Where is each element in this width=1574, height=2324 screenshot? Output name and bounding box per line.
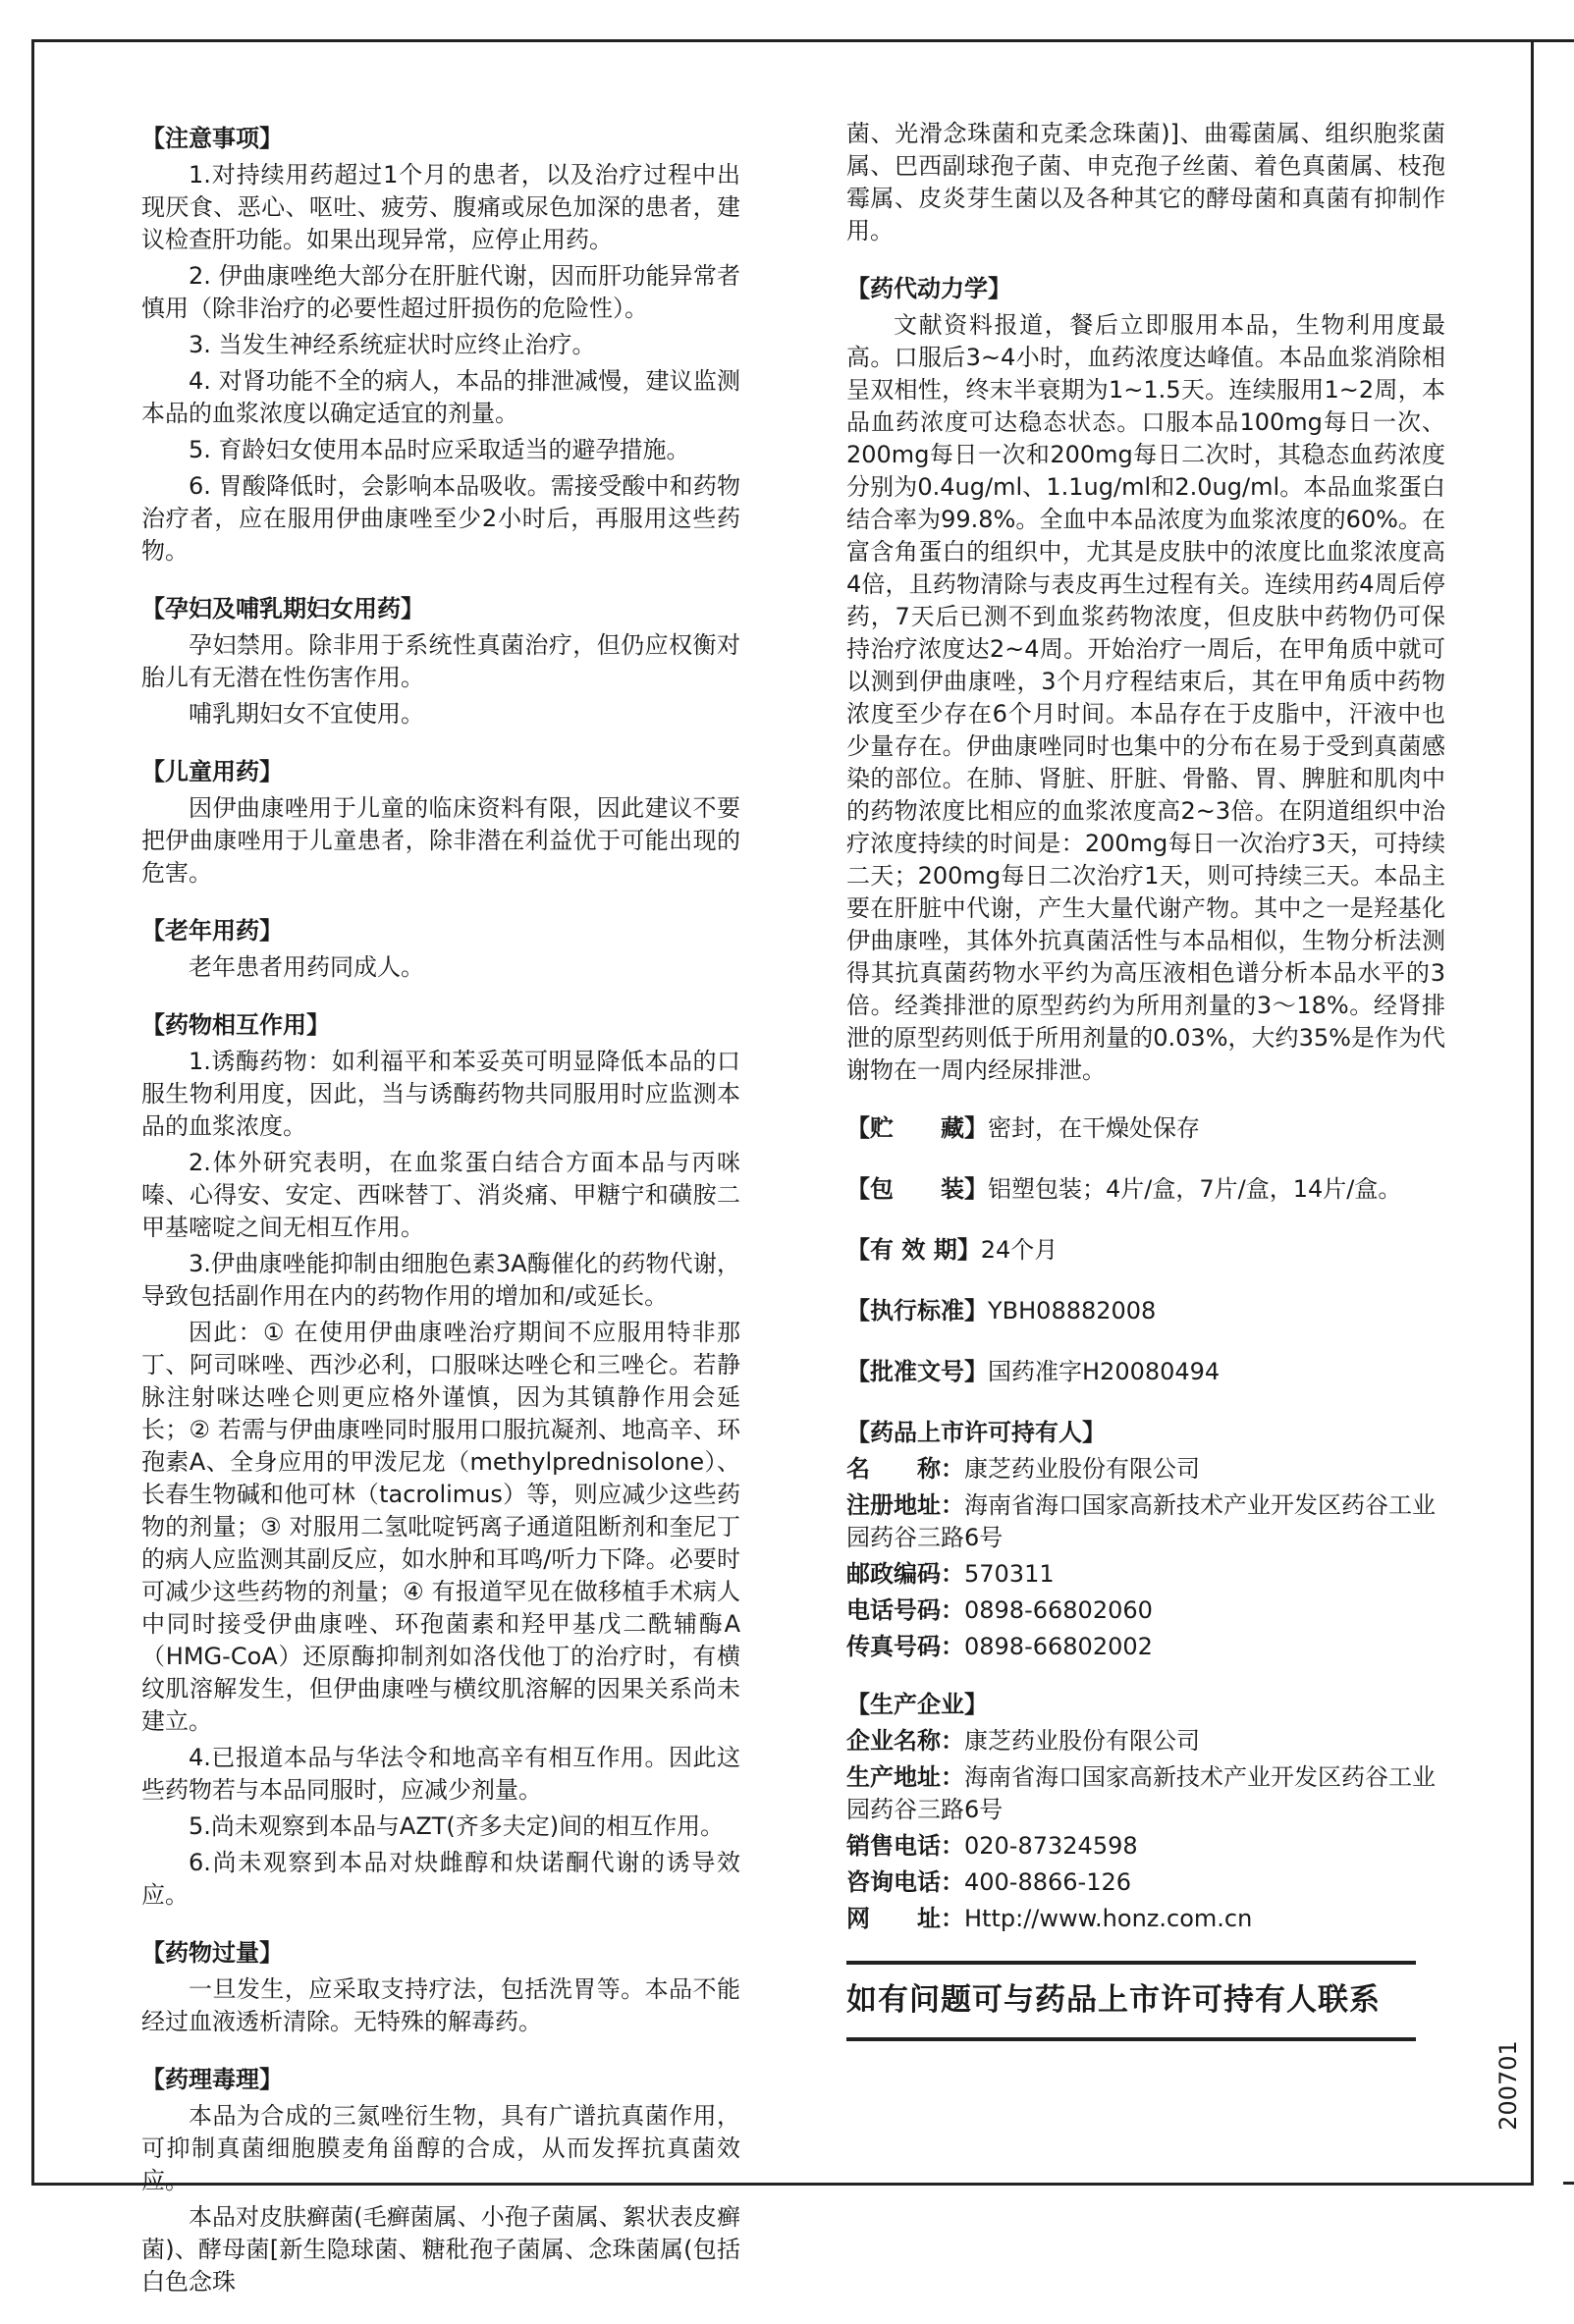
section-heading: 【老年用药】 [141,917,283,945]
spec-label: 【批准文号】 [846,1358,988,1385]
section-heading: 【注意事项】 [141,125,283,152]
spec-value: 密封，在干燥处保存 [988,1114,1200,1142]
info-value: 400-8866-126 [964,1868,1132,1896]
paragraph: 一旦发生，应采取支持疗法，包括洗胃等。本品不能经过血液透析清除。无特殊的解毒药。 [141,1975,740,2035]
info-label: 传真号码： [846,1633,964,1660]
divider [846,2037,1416,2041]
info-row [846,1903,1445,1935]
info-value: 康芝药业股份有限公司 [964,1455,1200,1483]
section-pregnancy [141,593,740,730]
paragraph: 3.伊曲康唑能抑制由细胞色素3A酶催化的药物代谢，导致包括副作用在内的药物作用的增加和/或延长。 [141,1250,740,1310]
spec-row [846,1356,1445,1388]
section-pharmacology [141,2064,740,2298]
paragraph: 哺乳期妇女不宜使用。 [189,700,424,728]
section-heading: 【药物相互作用】 [141,1011,330,1039]
info-row [846,1866,1445,1899]
info-value: 0898-66802002 [964,1633,1153,1660]
info-label: 企业名称： [846,1727,964,1755]
spec-row [846,1234,1445,1267]
section-overdose [141,1937,740,2038]
info-row [846,1830,1445,1863]
info-label: 名 称： [846,1455,964,1483]
section-precautions [141,123,740,567]
section-specs [846,1112,1445,1388]
version-code: 200701 [1493,2040,1522,2131]
spec-value: 铝塑包装；4片/盒，7片/盒，14片/盒。 [988,1175,1402,1203]
pharmacology-continuation [846,118,1445,247]
contact-notice: 如有问题可与药品上市许可持有人联系 [846,1982,1381,2018]
spec-label: 【执行标准】 [846,1297,988,1324]
paragraph: 文献资料报道，餐后立即服用本品，生物利用度最高。口服后3~4小时，血药浓度达峰值。本品血浆消除相呈双相性，终末半衰期为1~1.5天。连续服用1~2周，本品血药浓度可达稳态状态。口服本品100mg每日一次、200mg每日一次和200mg每日二次时，其稳态血药浓度分别为0.4ug/ml、1.1ug/ml和2.0ug/ml。本品血浆蛋白结合率为99.8%。全血中本品浓度为血浆浓度的60%。在富含角蛋白的组织中，尤其是皮肤中的浓度比血浆浓度高4倍，且药物清除与表皮再生过程有关。连续用药4周后停药，7天后已测不到血浆药物浓度，但皮肤中药物仍可保持治疗浓度达2~4周。开始治疗一周后，在甲角质中就可以测到伊曲康唑，3个月疗程结束后，其在甲角质中药物浓度至少存在6个月时间。本品存在于皮脂中，汗液中也少量存在。伊曲康唑同时也集中的分布在易于受到真菌感染的部位。在肺、肾脏、肝脏、骨骼、胃、脾脏和肌肉中的药物浓度比相应的血浆浓度高2~3倍。在阴道组织中治疗浓度持续的时间是：200mg每日一次治疗3天，可持续二天；200mg每日二次治疗1天，则可持续三天。本品主要在肝脏中代谢，产生大量代谢产物。其中之一是羟基化伊曲康唑，其体外抗真菌活性与本品相似，生物分析法测得其抗真菌药物水平约为高压液相色谱分析本品水平的3倍。经粪排泄的原型药约为所用剂量的3～18%。经肾排泄的原型药则低于所用剂量的0.03%，大约35%是作为代谢物在一周内经尿排泄。 [846,311,1445,1084]
section-pharmacokinetics [846,273,1445,1087]
paragraph: 6.尚未观察到本品对炔雌醇和炔诺酮代谢的诱导效应。 [141,1849,740,1909]
section-heading: 【药代动力学】 [846,275,1011,302]
info-row [846,1631,1445,1663]
crop-mark [1563,2182,1574,2185]
info-row [846,1453,1445,1486]
paragraph: 菌、光滑念珠菌和克柔念珠菌)]、曲霉菌属、组织胞浆菌属、巴西副球孢子菌、申克孢子丝菌、着色真菌属、枝孢霉属、皮炎芽生菌以及各种其它的酵母菌和真菌有抑制作用。 [846,120,1445,244]
section-heading: 【药物过量】 [141,1939,283,1967]
spec-label: 【贮 藏】 [846,1114,988,1142]
paragraph: 1.对持续用药超过1个月的患者，以及治疗过程中出现厌食、恶心、呕吐、疲劳、腹痛或尿色加深的患者，建议检查肝功能。如果出现异常，应停止用药。 [141,161,740,253]
paragraph: 因此：① 在使用伊曲康唑治疗期间不应服用特非那丁、阿司咪唑、西沙必利，口服咪达唑仑和三唑仑。若静脉注射咪达唑仑则更应格外谨慎，因为其镇静作用会延长；② 若需与伊曲康唑同时服用口服抗凝剂、地高辛、环孢素A、全身应用的甲泼尼龙（methylprednisolone）、长春生物碱和他可林（tacrolimus）等，则应减少这些药物的剂量；③ 对服用二氢吡啶钙离子通道阻断剂和奎尼丁的病人应监测其副反应，如水肿和耳鸣/听力下降。必要时可减少这些药物的剂量；④ 有报道罕见在做移植手术病人中同时接受伊曲康唑、环孢菌素和羟甲基戊二酰辅酶A（HMG-CoA）还原酶抑制剂如洛伐他丁的治疗时，有横纹肌溶解发生，但伊曲康唑与横纹肌溶解的因果关系尚未建立。 [141,1319,740,1735]
paragraph: 2. 伊曲康唑绝大部分在肝脏代谢，因而肝功能异常者慎用（除非治疗的必要性超过肝损伤的危险性）。 [141,262,740,322]
info-row [846,1558,1445,1591]
left-column [141,123,740,2324]
paragraph: 因伊曲康唑用于儿童的临床资料有限，因此建议不要把伊曲康唑用于儿童患者，除非潜在利益优于可能出现的危害。 [141,794,740,887]
paragraph: 本品对皮肤癣菌(毛癣菌属、小孢子菌属、絮状表皮癣菌)、酵母菌[新生隐球菌、糖秕孢子菌属、念珠菌属(包括白色念珠 [141,2203,740,2296]
section-manufacturer [846,1689,1445,1935]
paragraph: 2.体外研究表明，在血浆蛋白结合方面本品与丙咪嗪、心得安、安定、西咪替丁、消炎痛、甲糖宁和磺胺二甲基嘧啶之间无相互作用。 [141,1149,740,1241]
section-heading: 【儿童用药】 [141,758,283,785]
section-geriatric [141,915,740,984]
crop-mark [1534,39,1574,42]
info-row [846,1761,1445,1826]
paragraph: 3. 当发生神经系统症状时应终止治疗。 [189,331,596,358]
section-heading: 【药理毒理】 [141,2066,283,2093]
info-label: 咨询电话： [846,1868,964,1896]
info-value: 570311 [964,1560,1055,1588]
spec-value: YBH08882008 [988,1297,1157,1324]
divider [846,1961,1416,1965]
section-interactions [141,1009,740,1912]
spec-value: 24个月 [980,1236,1058,1264]
info-value: 020-87324598 [964,1832,1138,1860]
info-label: 网 址： [846,1905,964,1932]
info-value: 康芝药业股份有限公司 [964,1727,1200,1755]
paragraph: 5.尚未观察到本品与AZT(齐多夫定)间的相互作用。 [189,1812,725,1840]
spec-value: 国药准字H20080494 [988,1358,1221,1385]
info-value: 0898-66802060 [964,1596,1153,1624]
info-value: 海南省海口国家高新技术产业开发区药谷工业园药谷三路6号 [846,1763,1436,1823]
paragraph: 5. 育龄妇女使用本品时应采取适当的避孕措施。 [189,436,690,463]
info-row [846,1594,1445,1627]
info-value: 海南省海口国家高新技术产业开发区药谷工业园药谷三路6号 [846,1491,1436,1551]
spec-row [846,1295,1445,1327]
section-heading: 【生产企业】 [846,1691,988,1718]
spec-row [846,1112,1445,1145]
info-label: 电话号码： [846,1596,964,1624]
paragraph: 4.已报道本品与华法令和地高辛有相互作用。因此这些药物若与本品同服时，应减少剂量。 [141,1744,740,1804]
section-heading: 【药品上市许可持有人】 [846,1419,1106,1446]
info-row [846,1725,1445,1757]
section-heading: 【孕妇及哺乳期妇女用药】 [141,595,424,622]
section-license-holder [846,1417,1445,1663]
paragraph: 4. 对肾功能不全的病人，本品的排泄减慢，建议监测本品的血浆浓度以确定适宜的剂量。 [141,367,740,427]
paragraph: 1.诱酶药物：如利福平和苯妥英可明显降低本品的口服生物利用度，因此，当与诱酶药物共同服用时应监测本品的血浆浓度。 [141,1048,740,1140]
paragraph: 老年患者用药同成人。 [189,953,424,981]
info-label: 生产地址： [846,1763,964,1791]
info-label: 邮政编码： [846,1560,964,1588]
right-column [846,118,1445,2041]
paragraph: 孕妇禁用。除非用于系统性真菌治疗，但仍应权衡对胎儿有无潜在性伤害作用。 [141,631,740,691]
paragraph: 6. 胃酸降低时，会影响本品吸收。需接受酸中和药物治疗者，应在服用伊曲康唑至少2小时后，再服用这些药物。 [141,472,740,565]
info-label: 注册地址： [846,1491,964,1519]
info-label: 销售电话： [846,1832,964,1860]
info-value: Http://www.honz.com.cn [964,1905,1253,1932]
spec-label: 【有 效 期】 [846,1236,981,1264]
paragraph: 本品为合成的三氮唑衍生物，具有广谱抗真菌作用，可抑制真菌细胞膜麦角甾醇的合成，从而发挥抗真菌效应。 [141,2102,740,2194]
info-row [846,1489,1445,1554]
spec-label: 【包 装】 [846,1175,988,1203]
spec-row [846,1173,1445,1206]
section-pediatric [141,756,740,890]
